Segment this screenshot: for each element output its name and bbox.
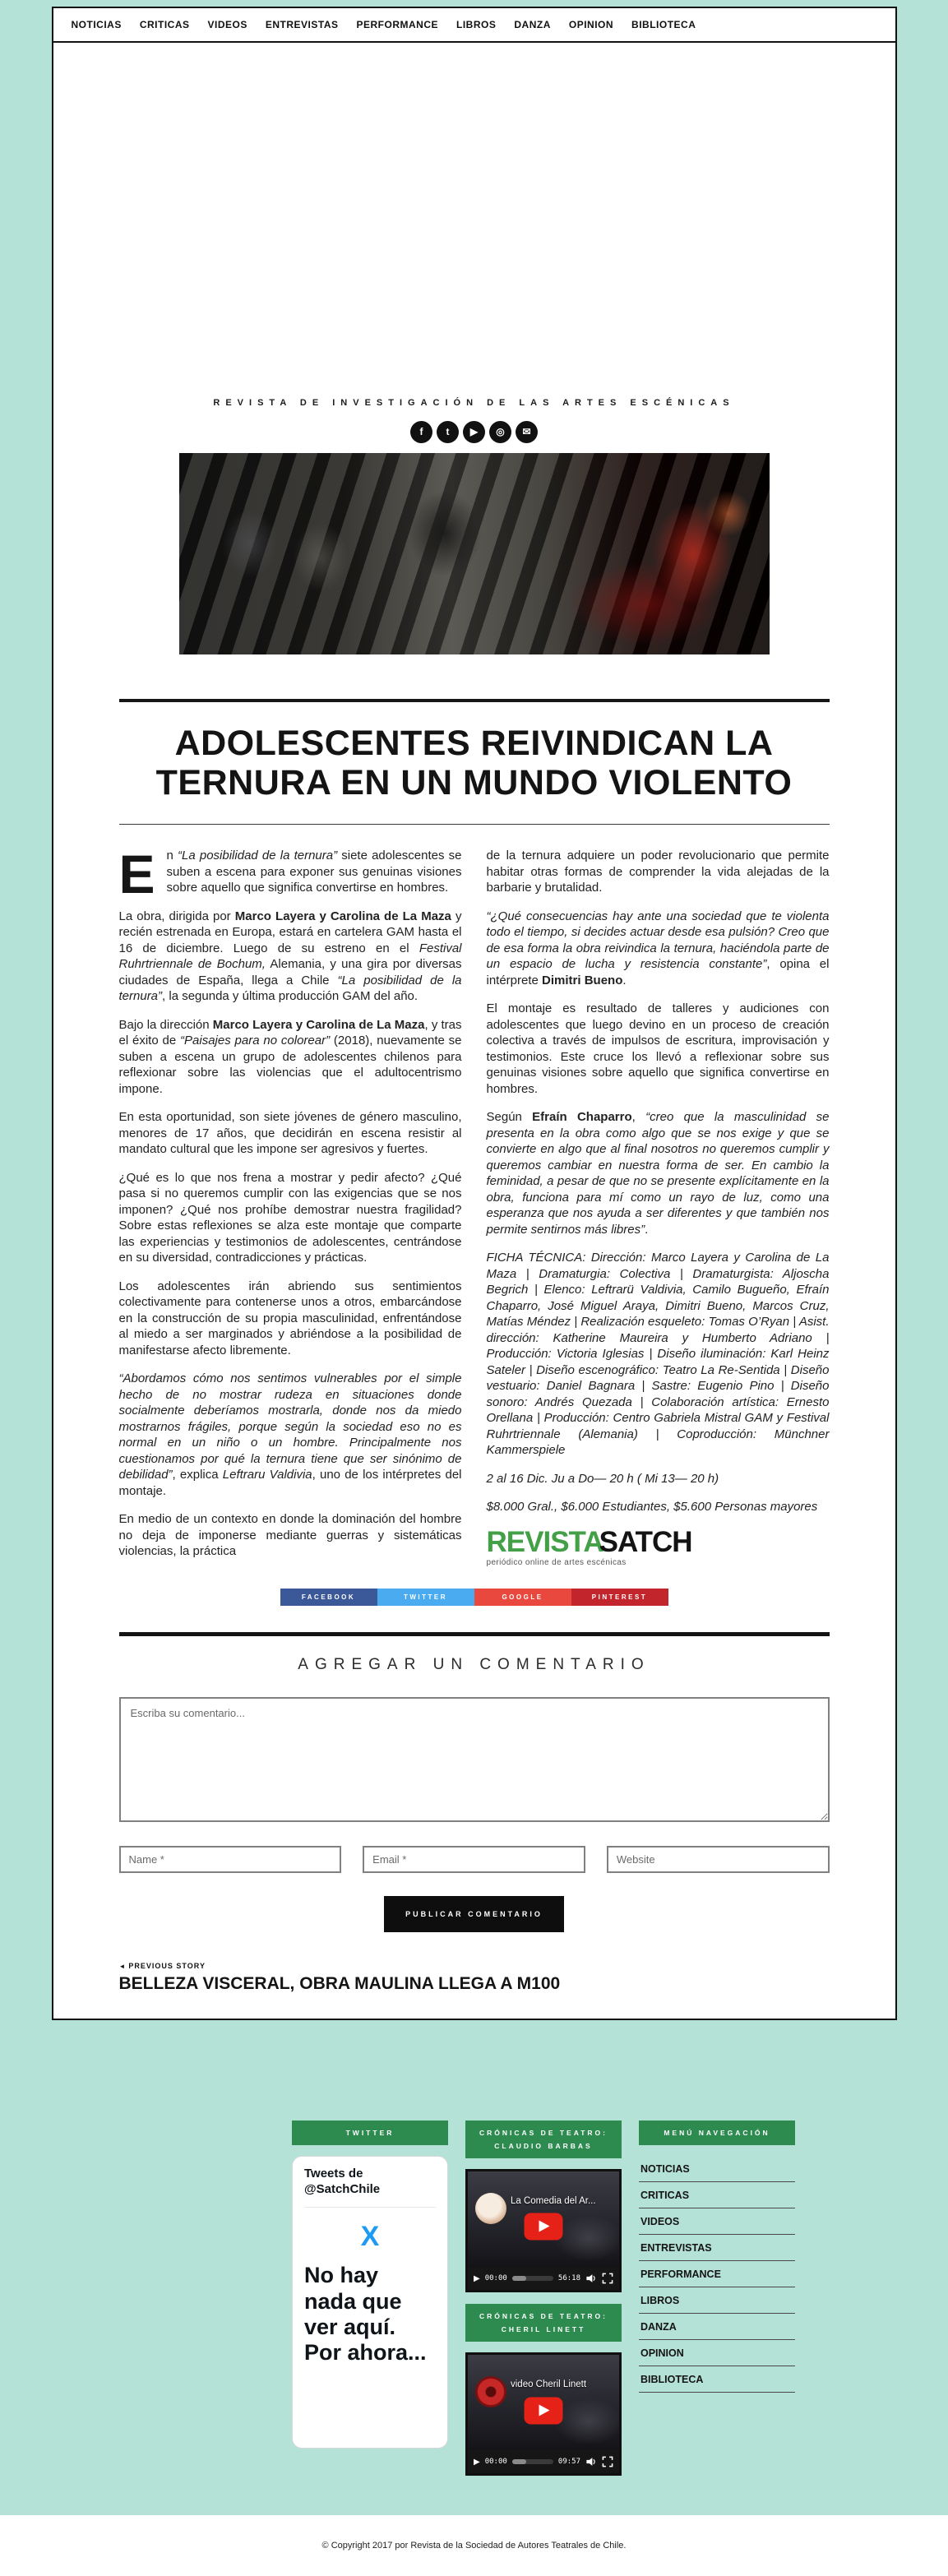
share-button-twitter[interactable]: TWITTER (377, 1589, 474, 1606)
video-player-barbas (465, 2169, 622, 2292)
nav-item-criticas[interactable]: CRITICAS (139, 19, 190, 30)
footer-menu-item-entrevistas[interactable]: ENTREVISTAS (639, 2235, 795, 2261)
youtube-icon[interactable]: ▶ (463, 421, 485, 443)
footer-menu-list (639, 2156, 795, 2393)
video1-avatar (475, 2193, 506, 2224)
name-field[interactable] (119, 1846, 342, 1873)
video2-title: video Cheril Linett (511, 2379, 587, 2390)
footer-menu-header: MENÚ NAVEGACIÓN (639, 2120, 795, 2145)
publish-comment-button[interactable]: PUBLICAR COMENTARIO (384, 1896, 564, 1932)
share-buttons (280, 1589, 668, 1606)
article-paragraph: $8.000 Gral., $6.000 Estudiantes, $5.600 Personas mayores (486, 1500, 818, 1515)
article-paragraph: En medio de un contexto en donde la dominación del hombre no deja de imponerse mediante guerras y sistemáticas violencias, la práctica (118, 1512, 462, 1559)
video1-play-icon[interactable]: ▶ (474, 2273, 480, 2283)
article-paragraph: de la ternura adquiere un poder revolucionario que permite habitar otras formas de comprender la vida alejadas de la barbarie y brutalidad. (486, 849, 830, 895)
article-paragraph: En esta oportunidad, son siete jóvenes de género masculino, menores de 17 años, que decidirán en escena resistir al mandato cultural que les impone ser agresivos y fuertes. (118, 1110, 462, 1157)
nav-item-libros[interactable]: LIBROS (456, 19, 497, 30)
video2-current-time: 00:00 (484, 2458, 507, 2467)
title-bottom-rule (119, 824, 830, 825)
twitter-feed-link[interactable]: Tweets de @SatchChile (304, 2167, 436, 2208)
footer-videos-column (465, 2120, 622, 2488)
video2-volume-icon[interactable] (585, 2456, 597, 2467)
site-header (53, 43, 895, 654)
title-top-rule (119, 699, 830, 702)
twitter-widget (292, 2156, 448, 2449)
footer-menu-column (639, 2120, 795, 2488)
site-tagline: REVISTA DE INVESTIGACIÓN DE LAS ARTES ESCÉNICAS (213, 398, 735, 408)
video1-current-time: 00:00 (484, 2274, 507, 2283)
video1-progress-bar[interactable] (512, 2276, 553, 2281)
nav-item-noticias[interactable]: NOTICIAS (71, 19, 122, 30)
hero-image (179, 453, 770, 654)
footer-menu-item-noticias[interactable]: NOTICIAS (639, 2156, 795, 2182)
footer (0, 2020, 948, 2576)
article-paragraph: Bajo la dirección Marco Layera y Carolina de La Maza, y tras el éxito de “Paisajes para no colorear” (2018), nuevamente se suben a escena un grupo de adolescentes chilenos para reflexionar sobre las violencias que el adultocentrismo impone. (118, 1017, 462, 1096)
article-column-right (487, 848, 830, 1515)
nav-item-videos[interactable]: VIDEOS (207, 19, 247, 30)
video2-play-icon[interactable]: ▶ (474, 2457, 480, 2467)
video1-title: La Comedia del Ar... (511, 2196, 596, 2207)
video-player-linett (465, 2352, 622, 2476)
share-button-google[interactable]: GOOGLE (474, 1589, 571, 1606)
nav-item-danza[interactable]: DANZA (514, 19, 551, 30)
video2-progress-bar[interactable] (512, 2459, 553, 2464)
footer-menu-item-opinion[interactable]: OPINION (639, 2340, 795, 2366)
video1-fullscreen-icon[interactable] (602, 2273, 613, 2284)
video2-fullscreen-icon[interactable] (602, 2456, 613, 2467)
share-button-pinterest[interactable]: PINTEREST (571, 1589, 668, 1606)
article-paragraph: “Abordamos cómo nos sentimos vulnerables por el simple hecho de no mostrar rudeza en situaciones donde socialmente deberíamos mostrarla, donde nos da miedo mostrarnos frágiles, porque según la sociedad eso no es normal en un niño o un hombre. Principalmente nos cuestionamos por qué la ternura tiene que ser sinónimo de debilidad”, explica Leftraru Valdivia, uno de los intérpretes del montaje. (118, 1371, 462, 1498)
footer-menu-item-libros[interactable]: LIBROS (639, 2287, 795, 2314)
article-body (118, 844, 830, 1572)
footer-menu-item-biblioteca[interactable]: BIBLIOTECA (639, 2366, 795, 2393)
article-paragraph: 2 al 16 Dic. Ju a Do— 20 h ( Mi 13— 20 h) (486, 1471, 719, 1486)
main-nav (53, 8, 895, 43)
comments-title: AGREGAR UN COMENTARIO (298, 1655, 650, 1673)
article-column-left (118, 844, 462, 1572)
footer-menu-item-performance[interactable]: PERFORMANCE (639, 2261, 795, 2287)
article-title: ADOLESCENTES REIVINDICAN LA TERNURA EN UN MUNDO VIOLENTO (155, 724, 793, 803)
nav-item-biblioteca[interactable]: BIBLIOTECA (631, 19, 696, 30)
twitter-widget-header: TWITTER (292, 2120, 448, 2145)
copyright-bar: © Copyright 2017 por Revista de la Sociedad de Autores Teatrales de Chile. (0, 2515, 948, 2576)
footer-twitter-column (292, 2120, 448, 2488)
drop-cap: E (118, 844, 155, 905)
article-paragraph: Según Efraín Chaparro, “creo que la masculinidad se presenta en la obra como algo que se nos exige y que se convierte en algo que al final nosotros no queremos cumplir y queremos cambiar en nuestra forma de ser. En cambio la feminidad, a pesar de que no se presente explícitamente en la obra, funciona para mí como un rayo de luz, como una esperanza que nos ayuda a ser diferentes y que también nos permite sentirnos más libres”. (486, 1110, 830, 1237)
revista-satch-logo[interactable] (486, 1525, 830, 1567)
nav-item-entrevistas[interactable]: ENTREVISTAS (265, 19, 339, 30)
video2-duration: 09:57 (557, 2458, 580, 2467)
twitter-icon[interactable]: t (437, 421, 459, 443)
footer-menu-item-danza[interactable]: DANZA (639, 2314, 795, 2340)
social-icons (53, 421, 895, 443)
video1-play-button[interactable] (525, 2213, 563, 2241)
website-field[interactable] (607, 1846, 830, 1873)
cronicas-linett-header: CRÓNICAS DE TEATRO: CHERIL LINETT (465, 2304, 622, 2342)
logo-part-revista: REVISTA (486, 1525, 603, 1558)
previous-story-title[interactable]: BELLEZA VISCERAL, OBRA MAULINA LLEGA A M100 (118, 1973, 561, 1993)
video2-avatar (475, 2376, 506, 2407)
email-field[interactable] (363, 1846, 585, 1873)
article-paragraph: Los adolescentes irán abriendo sus sentimientos colectivamente para contenerse unos a otros, embarcándose en la construcción de su propia masculinidad, enfrentándose al miedo a ser marginados y abriéndose a la posibilidad de manifestarse afecto libremente. (118, 1279, 462, 1357)
article-paragraph: ¿Qué es lo que nos frena a mostrar y pedir afecto? ¿Qué pasa si no queremos cumplir con las exigencias que se nos imponen? ¿Qué nos prohíbe demostrar nuestra fragilidad? Sobre estas reflexiones se alza este montaje que comparte las experiencias y testimonios de adolescentes, centrándose en su diversidad, contradicciones y prácticas. (118, 1170, 462, 1265)
nav-item-opinion[interactable]: OPINION (568, 19, 614, 30)
instagram-icon[interactable]: ◎ (489, 421, 511, 443)
footer-menu-item-criticas[interactable]: CRITICAS (639, 2182, 795, 2208)
previous-story (119, 1962, 830, 1994)
main-content-card (52, 7, 897, 2020)
article-paragraph: La obra, dirigida por Marco Layera y Carolina de La Maza y recién estrenada en Europa, estará en cartelera GAM hasta el 16 de diciembre. Luego de su estreno en el Festival Ruhrtriennale de Bochum, Alemania, y una gira por diversas ciudades de España, llega a Chile “La posibilidad de la ternura”, la segunda y última producción GAM del año. (118, 909, 462, 1004)
previous-story-label: ◄ PREVIOUS STORY (118, 1961, 206, 1970)
email-icon[interactable]: ✉ (516, 421, 538, 443)
video2-play-button[interactable] (525, 2397, 563, 2424)
logo-tagline: periódico online de artes escénicas (486, 1557, 627, 1567)
nav-item-performance[interactable]: PERFORMANCE (356, 19, 439, 30)
comments-section (119, 1632, 830, 1932)
cronicas-barbas-header: CRÓNICAS DE TEATRO: CLAUDIO BARBAS (465, 2120, 622, 2158)
comment-textarea[interactable] (119, 1697, 830, 1822)
facebook-icon[interactable]: f (410, 421, 432, 443)
video1-volume-icon[interactable] (585, 2273, 597, 2284)
article-paragraph: “¿Qué consecuencias hay ante una sociedad que te violenta todo el tiempo, si decides actuar desde esa pulsión? Creo que de esa forma la obra reivindica la ternura, haciéndola parte de un espacio de lucha y resistencia constante”, opina el intérprete Dimitri Bueno. (486, 909, 830, 987)
previous-arrow-icon: ◄ (118, 1962, 127, 1970)
share-button-facebook[interactable]: FACEBOOK (280, 1589, 377, 1606)
x-logo-icon: X (360, 2221, 380, 2253)
footer-menu-item-videos[interactable]: VIDEOS (639, 2208, 795, 2235)
twitter-empty-message: No hay nada que ver aquí. Por ahora... (304, 2263, 427, 2365)
logo-part-satch: SATCH (599, 1525, 692, 1558)
video1-duration: 56:18 (557, 2274, 580, 2283)
article-paragraph: En “La posibilidad de la ternura” siete adolescentes se suben a escena para exponer sus genuinas visiones sobre aquello que significa convertirse en hombres. (118, 844, 462, 905)
article-paragraph: FICHA TÉCNICA: Dirección: Marco Layera y Carolina de La Maza | Dramaturgia: Colectiva | Dramaturgista: Aljoscha Begrich | Elenco: Leftrarü Valdivia, Camilo Bugueño, Efraín Chaparro, José Miguel Araya, Dimitri Bueno, Marcos Cruz, Matías Méndez | Realización esqueleto: Tomas O’Ryan | Asist. dirección: Katherine Maureira y Humberto Adriano | Producción: Victoria Iglesias | Diseño iluminación: Karl Heinz Sateler | Diseño escenográfico: Teatro La Re-Sentida | Diseño vestuario: Daniel Bagnara | Sastre: Eugenio Pino | Diseño sonoro: Andrés Quezada | Colaboración artística: Ernesto Orellana | Producción: Centro Gabriela Mistral GAM y Festival Ruhrtriennale (Alemania) | Coproducción: Münchner Kammerspiele (486, 1251, 830, 1458)
logo-wordmark (486, 1525, 830, 1558)
article-paragraph: El montaje es resultado de talleres y audiciones con adolescentes que luego devino en un proceso de creación colectiva a través de impulsos de escritura, improvisación y testimonios. Este cruce los llevó a reflexionar sobre sus genuinas visiones sobre aquello que significa convertirse en hombres. (486, 1001, 830, 1096)
